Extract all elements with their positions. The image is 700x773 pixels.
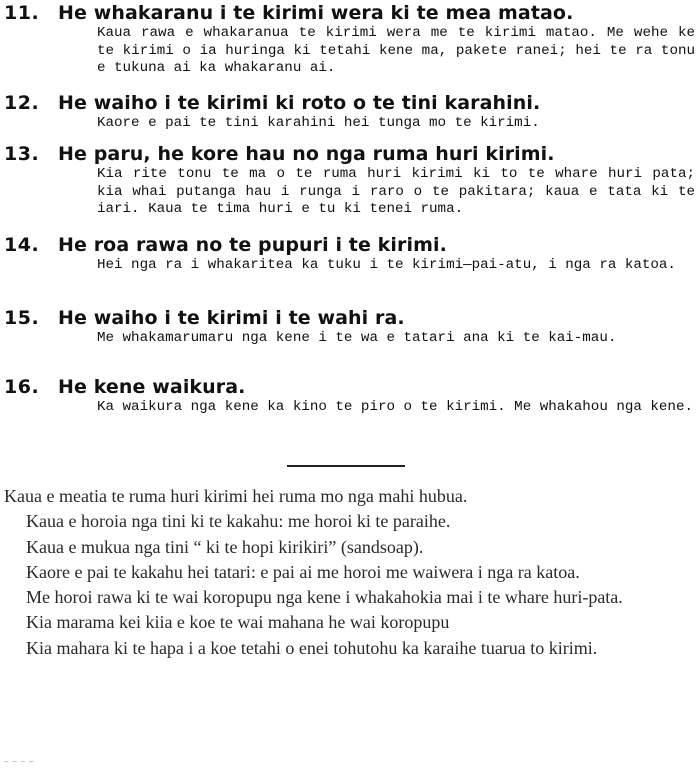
item-12 (4, 92, 698, 133)
item-heading (4, 143, 698, 165)
item-number: 16. (4, 376, 40, 398)
section-divider (287, 465, 405, 467)
note-paragraph: Me horoi rawa ki te wai koropupu nga kene i whakahokia mai i te whare huri-pata. (26, 587, 623, 608)
item-body: Me whakamarumaru nga kene i te wa e tatari ana ki te kai-mau. (97, 330, 617, 346)
item-number: 12. (4, 92, 40, 114)
item-16 (4, 376, 698, 417)
item-11 (4, 2, 698, 78)
note-paragraph: Kaua e meatia te ruma huri kirimi hei ruma mo nga mahi hubua. (4, 486, 468, 506)
item-14 (4, 234, 698, 275)
print-smudge: — — — — (4, 758, 34, 765)
item-body: Ka waikura nga kene ka kino te piro o te kirimi. Me whakahou nga kene. (97, 399, 693, 415)
item-heading (4, 92, 698, 114)
item-15 (4, 307, 698, 348)
item-heading (4, 234, 698, 256)
notes-section (4, 484, 698, 661)
item-title: He waiho i te kirimi i te wahi ra. (58, 307, 405, 329)
item-body: Kaore e pai te tini karahini hei tunga mo te kirimi. (97, 115, 540, 131)
item-title: He paru, he kore hau no nga ruma huri kirimi. (58, 143, 555, 165)
item-number: 11. (4, 2, 40, 24)
item-body: Hei nga ra i whakaritea ka tuku i te kirimi—pai-atu, i nga ra katoa. (97, 257, 676, 273)
item-title: He whakaranu i te kirimi wera ki te mea matao. (58, 2, 574, 24)
note-paragraph: Kaua e mukua nga tini “ ki te hopi kirikiri” (sandsoap). (26, 536, 424, 557)
item-number: 13. (4, 143, 40, 165)
item-number: 14. (4, 234, 40, 256)
item-heading (4, 307, 698, 329)
item-title: He kene waikura. (58, 376, 246, 398)
item-title: He roa rawa no te pupuri i te kirimi. (58, 234, 447, 256)
item-title: He waiho i te kirimi ki roto o te tini karahini. (58, 92, 541, 114)
note-paragraph: Kia marama kei kiia e koe te wai mahana he wai koropupu (26, 612, 450, 633)
item-number: 15. (4, 307, 40, 329)
item-body: Kia rite tonu te ma o te ruma huri kirimi ki to te whare huri pata; kia whai putanga hau i runga i raro o te pakitara; kaua e tata ki te iari. Kaua te tima huri e tu ki tenei ruma. (97, 166, 695, 218)
note-paragraph: Kaua e horoia nga tini ki te kakahu: me horoi ki te paraihe. (26, 511, 451, 532)
item-body: Kaua rawa e whakaranua te kirimi wera me te kirimi matao. Me wehe ke te kirimi o ia huringa ki tetahi kene ma, pakete ranei; hei te ra tonu e tukuna ai ka whakaranu ai. (97, 25, 695, 77)
item-heading (4, 2, 698, 24)
item-heading (4, 376, 698, 398)
item-13 (4, 143, 698, 219)
note-paragraph: Kia mahara ki te hapa i a koe tetahi o enei tohutohu ka karaihe tuarua to kirimi. (26, 637, 598, 658)
note-paragraph: Kaore e pai te kakahu hei tatari: e pai ai me horoi me waiwera i nga ra katoa. (26, 561, 580, 582)
